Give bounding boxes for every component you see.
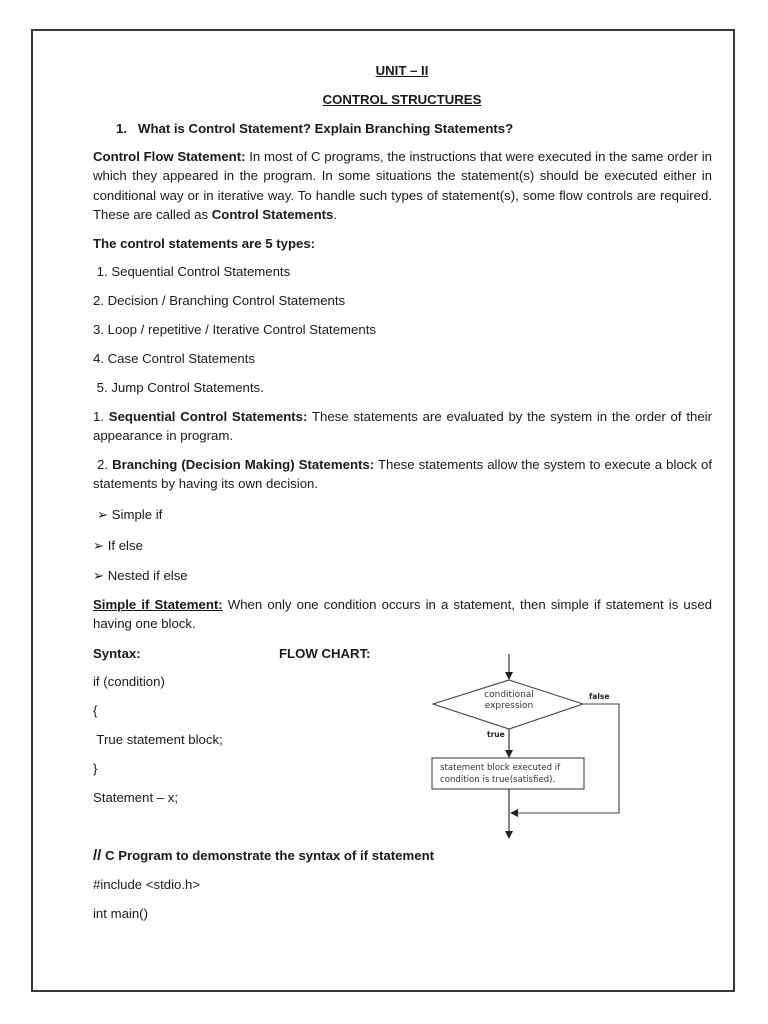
branch-type-label: If else (107, 538, 143, 553)
syntax-line-1: if (condition) (93, 674, 165, 689)
branching-text: These statements allow the system to execute a block of statements by having its own decision. (93, 457, 713, 492)
block-line-1: statement block executed if (440, 763, 561, 773)
syntax-line-2: { (93, 703, 98, 718)
true-label: true (487, 730, 505, 739)
syntax-line-3: True statement block; (93, 732, 223, 747)
arrow-bullet-icon: ➢ (93, 538, 105, 553)
unit-title: UNIT – II (375, 63, 429, 78)
code-line-2: int main() (93, 906, 148, 921)
sequential-number: 1. (93, 409, 109, 424)
type-item-2: 2. Decision / Branching Control Statements (93, 293, 346, 308)
intro-end: . (333, 206, 338, 222)
arrow-bullet-icon: ➢ (97, 507, 109, 522)
intro-label: Control Flow Statement: (93, 149, 246, 164)
type-item-5: 5. Jump Control Statements. (93, 380, 264, 395)
syntax-line-5: Statement – x; (93, 790, 179, 805)
program-heading-text: C Program to demonstrate the syntax of if statement (101, 848, 435, 863)
branch-type-label: Simple if (111, 507, 163, 522)
intro-text: In most of C programs, the instructions that were executed in the same order in which they appeared in the program. In some situations the statement(s) should be executed either in conditional way or in iterative way. To handle such types of statement(s), some flow controls are required. These are called as (93, 149, 712, 222)
sequential-label: Sequential Control Statements: (108, 409, 308, 424)
simple-if-label: Simple if Statement: (93, 597, 223, 612)
decision-text (459, 690, 559, 712)
flowchart-label: FLOW CHART: (279, 646, 371, 661)
code-line-1: #include <stdio.h> (93, 877, 201, 892)
section-title: CONTROL STRUCTURES (322, 92, 482, 107)
program-heading (93, 846, 434, 865)
simple-if-text: When only one condition occurs in a statement, then simple if statement is used having one block. (93, 597, 712, 632)
type-item-1: 1. Sequential Control Statements (93, 264, 291, 279)
false-label: false (589, 692, 610, 701)
question-text: What is Control Statement? Explain Branching Statements? (138, 121, 514, 136)
comment-slashes: // (93, 847, 102, 864)
branching-number: 2. (93, 457, 113, 472)
branching-label: Branching (Decision Making) Statements: (112, 457, 375, 472)
type-item-4: 4. Case Control Statements (93, 351, 255, 366)
types-heading: The control statements are 5 types: (93, 236, 316, 251)
branch-type-label: Nested if else (107, 568, 188, 583)
intro-emphasis: Control Statements (211, 206, 334, 222)
decision-line-2: expression (484, 701, 534, 711)
block-line-2: condition is true(satisfied). (440, 775, 556, 785)
statement-block-text (440, 762, 560, 786)
syntax-line-4: } (93, 761, 98, 776)
type-item-3: 3. Loop / repetitive / Iterative Control Statements (93, 322, 376, 337)
syntax-label: Syntax: (93, 646, 141, 661)
arrow-bullet-icon: ➢ (93, 568, 105, 583)
question-number: 1. (116, 121, 127, 136)
decision-line-1: conditional (484, 690, 534, 700)
sequential-text: These statements are evaluated by the system in the order of their appearance in program. (93, 409, 712, 444)
